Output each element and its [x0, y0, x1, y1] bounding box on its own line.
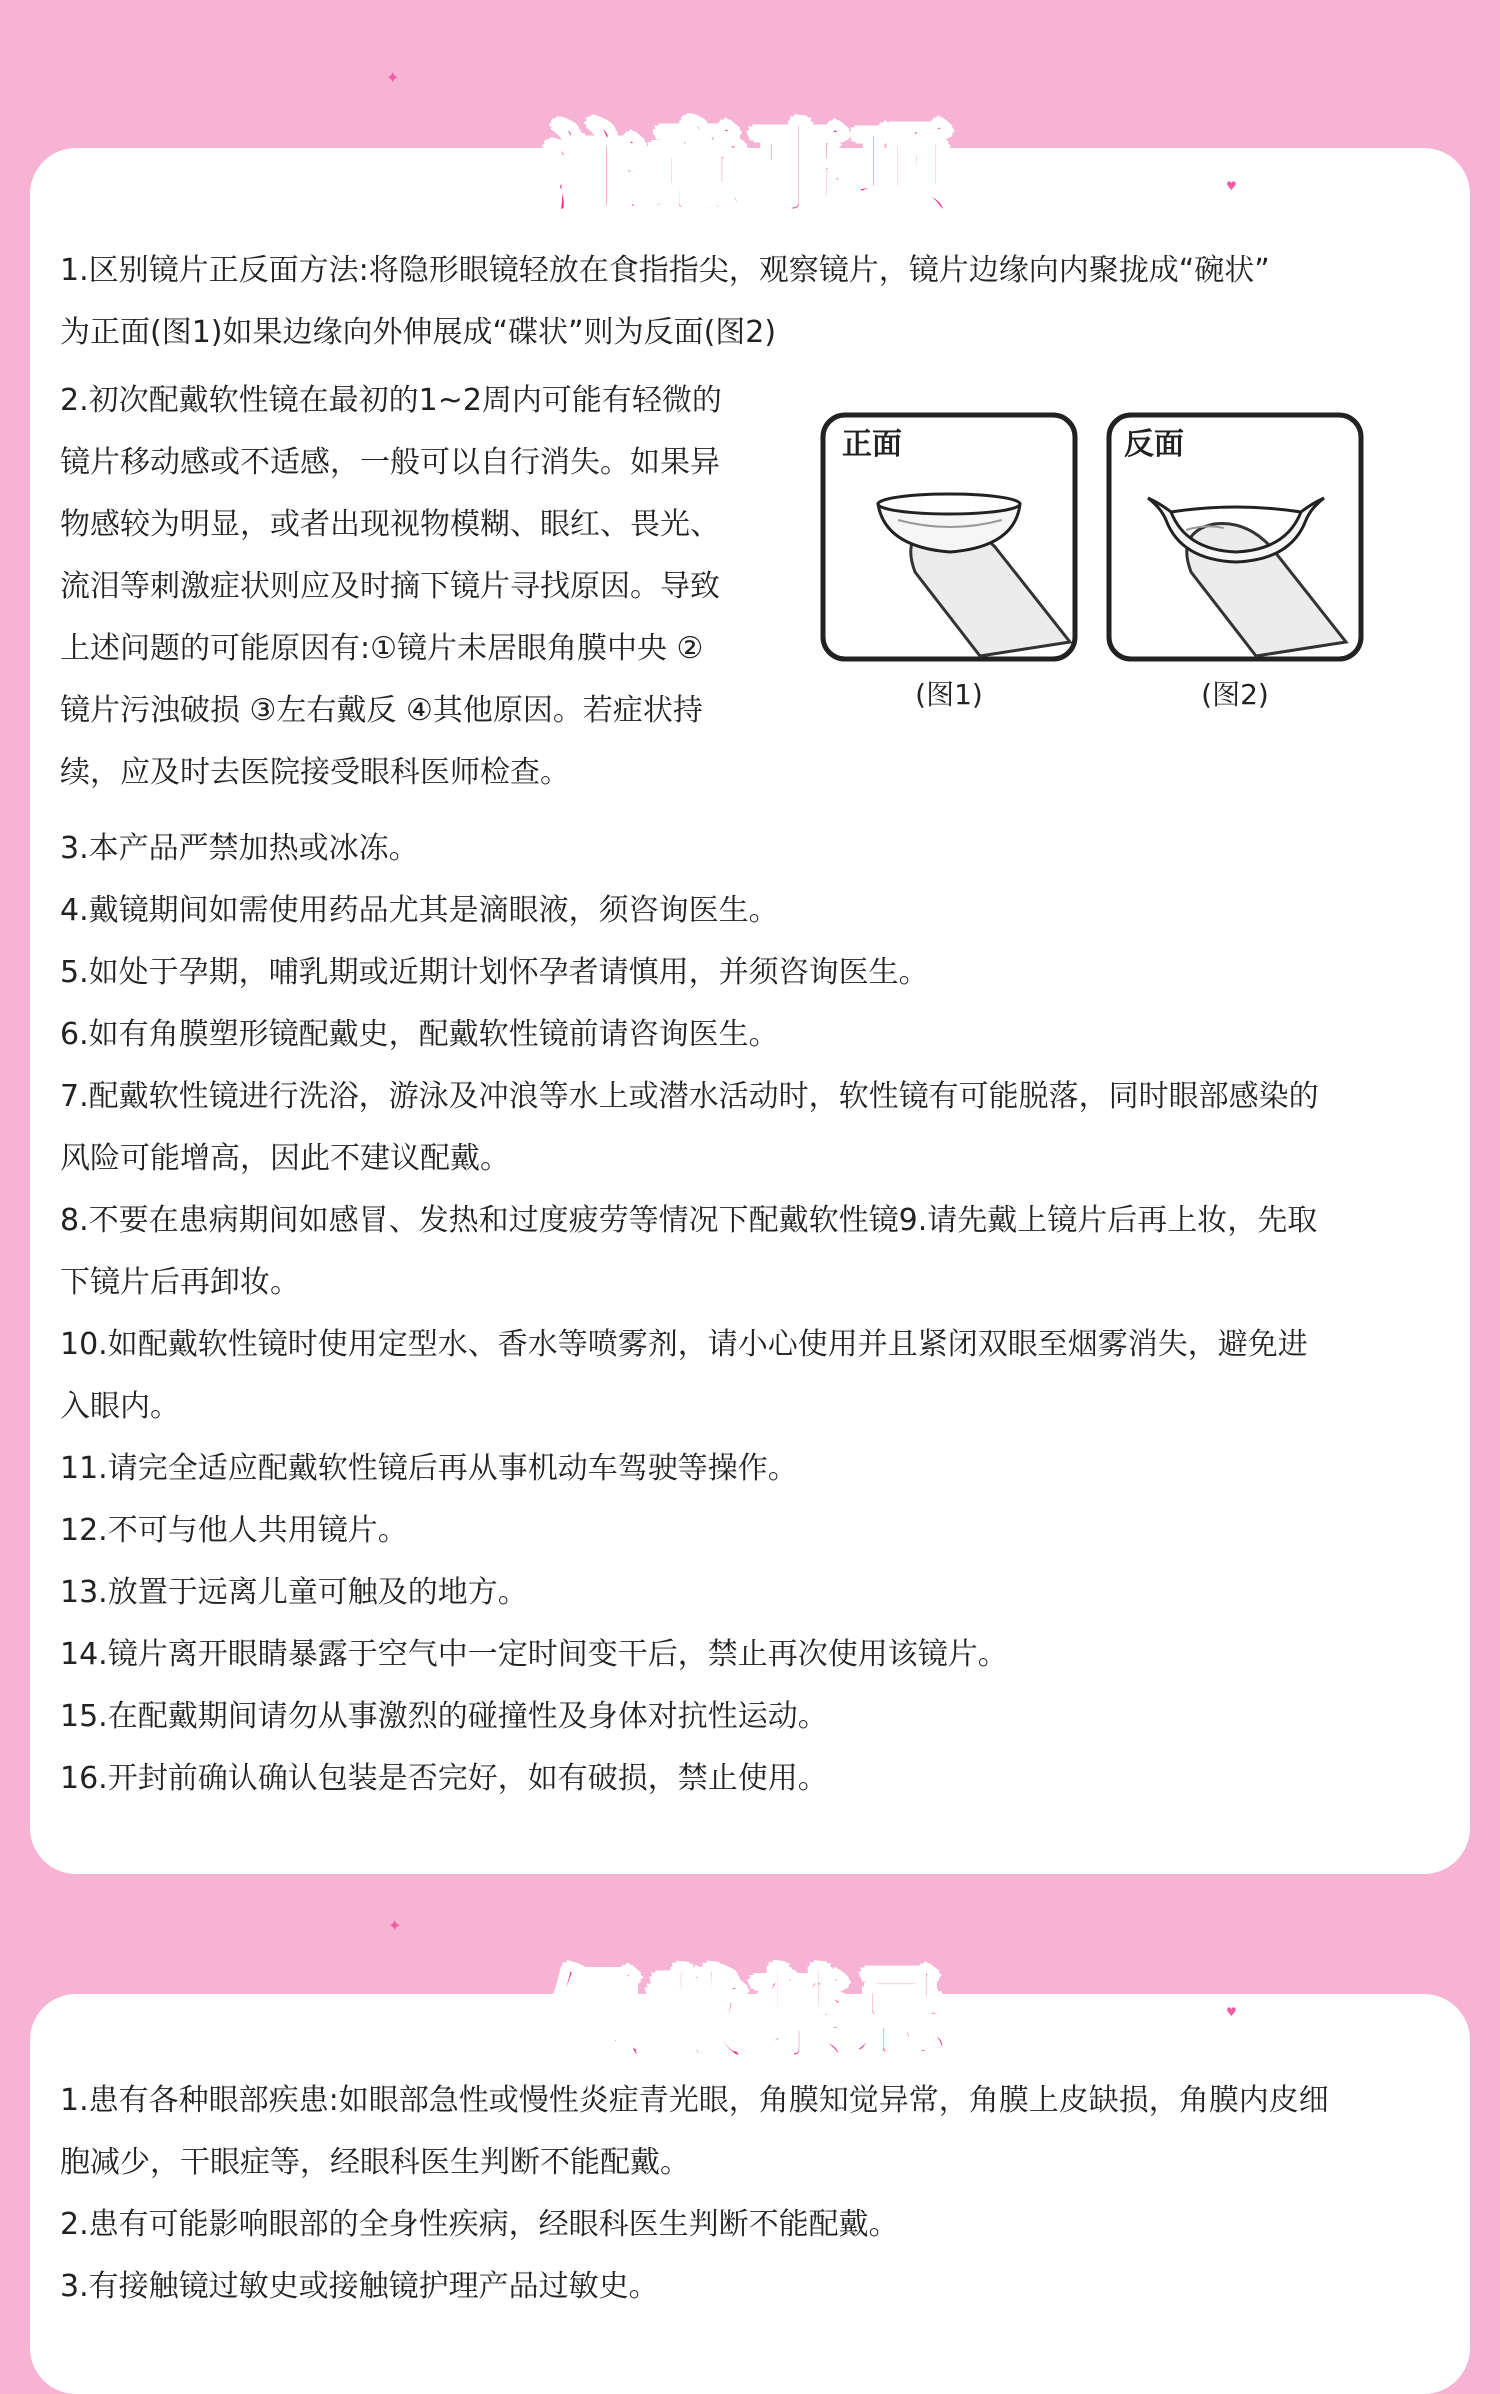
lens-orientation-figures [820, 412, 1390, 712]
precaution-line: 12.不可与他人共用镜片。 [60, 1513, 408, 1548]
figure-caption: (图1) [915, 678, 983, 711]
precaution-line: 8.不要在患病期间如感冒、发热和过度疲劳等情况下配戴软性镜9.请先戴上镜片后再上妆，先取 [60, 1203, 1318, 1238]
precaution-line: 10.如配戴软性镜时使用定型水、香水等喷雾剂，请小心使用并且紧闭双眼至烟雾消失，避免进 [60, 1327, 1308, 1362]
precaution-line: 13.放置于远离儿童可触及的地方。 [60, 1575, 528, 1610]
precaution-item-1 [60, 240, 1430, 364]
precaution-line: 物感较为明显，或者出现视物模糊、眼红、畏光、 [60, 507, 720, 542]
precaution-line: 镜片移动感或不适感，一般可以自行消失。如果异 [60, 445, 720, 480]
figure-caption: (图2) [1201, 678, 1269, 711]
precaution-line: 16.开封前确认确认包装是否完好，如有破损，禁止使用。 [60, 1761, 828, 1796]
sparkle-icon: ✦ [388, 1916, 402, 1935]
precaution-line: 5.如处于孕期，哺乳期或近期计划怀孕者请慎用，并须咨询医生。 [60, 955, 929, 990]
precaution-item-2 [60, 370, 780, 804]
heart-icon: ♥ [1226, 179, 1237, 193]
precaution-line: 上述问题的可能原因有:①镜片未居眼角膜中央 ② [60, 631, 704, 666]
precaution-line: 续，应及时去医院接受眼科医师检查。 [60, 755, 570, 790]
contraindication-line: 胞减少，干眼症等，经眼科医生判断不能配戴。 [60, 2145, 690, 2180]
precautions-title: 注意事项 [545, 114, 954, 228]
figure-label: 反面 [1124, 427, 1184, 462]
precaution-line: 11.请完全适应配戴软性镜后再从事机动车驾驶等操作。 [60, 1451, 798, 1486]
contraindication-line: 2.患有可能影响眼部的全身性疾病，经眼科医生判断不能配戴。 [60, 2207, 899, 2242]
figure-back [1106, 412, 1364, 712]
lens-back-illustration [1106, 412, 1364, 662]
precaution-line: 为正面(图1)如果边缘向外伸展成“碟状”则为反面(图2) [60, 315, 777, 350]
contraindication-line: 1.患有各种眼部疾患:如眼部急性或慢性炎症青光眼，角膜知觉异常，角膜上皮缺损，角膜内皮细 [60, 2083, 1329, 2118]
precaution-line: 6.如有角膜塑形镜配戴史，配戴软性镜前请咨询医生。 [60, 1017, 779, 1052]
precaution-line: 7.配戴软性镜进行洗浴，游泳及冲浪等水上或潜水活动时，软性镜有可能脱落，同时眼部感染的 [60, 1079, 1319, 1114]
contraindication-list [60, 2070, 1430, 2318]
figure-label: 正面 [842, 427, 902, 462]
precaution-list [60, 818, 1430, 1810]
precaution-line: 2.初次配戴软性镜在最初的1~2周内可能有轻微的 [60, 383, 722, 418]
figure-front [820, 412, 1078, 712]
precaution-line: 风险可能增高，因此不建议配戴。 [60, 1141, 510, 1176]
heart-icon: ♥ [1226, 2005, 1237, 2019]
precaution-line: 3.本产品严禁加热或冰冻。 [60, 831, 419, 866]
precaution-line: 4.戴镜期间如需使用药品尤其是滴眼液，须咨询医生。 [60, 893, 779, 928]
precaution-line: 14.镜片离开眼睛暴露于空气中一定时间变干后，禁止再次使用该镜片。 [60, 1637, 1008, 1672]
lens-front-illustration [820, 412, 1078, 662]
contraindications-title: 佩戴禁忌 [545, 1960, 954, 2074]
sparkle-icon: ✦ [386, 68, 400, 87]
precaution-line: 流泪等刺激症状则应及时摘下镜片寻找原因。导致 [60, 569, 720, 604]
precaution-line: 15.在配戴期间请勿从事激烈的碰撞性及身体对抗性运动。 [60, 1699, 828, 1734]
precaution-line: 1.区别镜片正反面方法:将隐形眼镜轻放在食指指尖，观察镜片，镜片边缘向内聚拢成“碗状” [60, 253, 1270, 288]
precaution-line: 下镜片后再卸妆。 [60, 1265, 300, 1300]
contraindication-line: 3.有接触镜过敏史或接触镜护理产品过敏史。 [60, 2269, 659, 2304]
precaution-line: 入眼内。 [60, 1389, 180, 1424]
precaution-line: 镜片污浊破损 ③左右戴反 ④其他原因。若症状持 [60, 693, 703, 728]
